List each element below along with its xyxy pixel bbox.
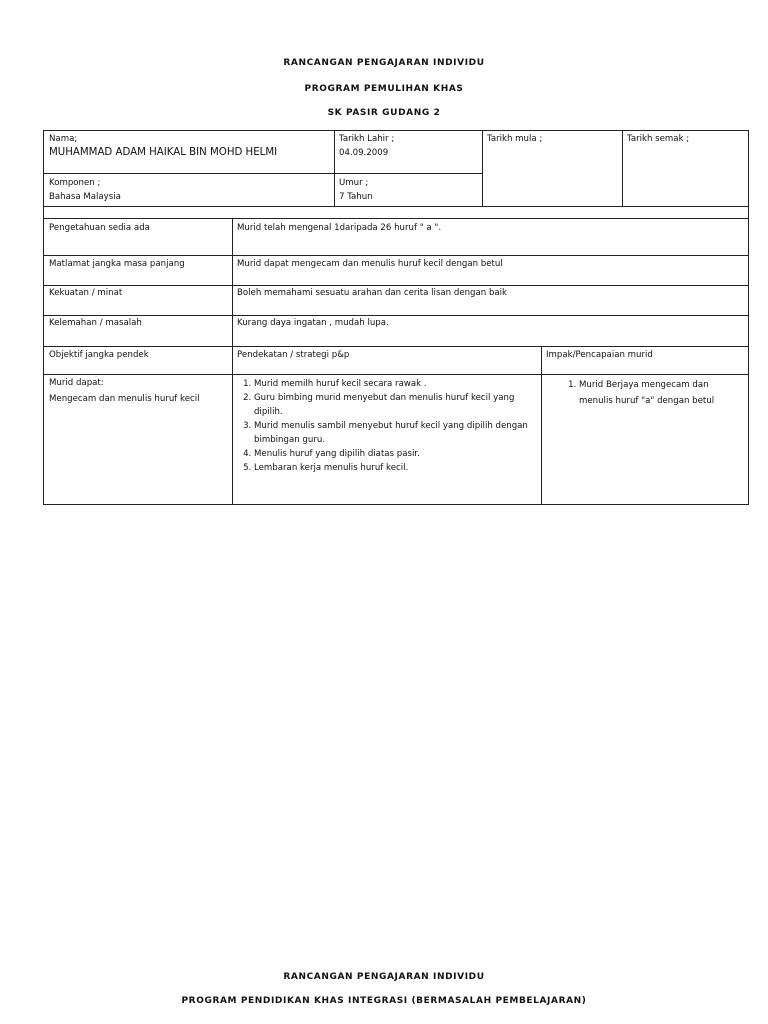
review-date-label: Tarikh semak ; — [627, 134, 690, 144]
strength-label: Kekuatan / minat — [49, 288, 123, 298]
dob-label: Tarikh Lahir ; — [339, 134, 395, 144]
strategy-item: 3. Murid menulis sambil menyebut huruf kecil yang dipilih dengan bimbingan guru. — [254, 419, 537, 447]
dob-value: 04.09.2009 — [339, 148, 389, 158]
name-label: Nama; — [49, 134, 78, 144]
strategy-header: Pendekatan / strategi p&p — [237, 350, 350, 360]
long-term-goal-label: Matlamat jangka masa panjang — [49, 259, 185, 269]
long-term-goal-value: Murid dapat mengecam dan menulis huruf kecil dengan betul — [237, 259, 503, 269]
objective-header: Objektif jangka pendek — [49, 350, 149, 360]
age-label: Umur ; — [339, 178, 369, 188]
impact-list-container — [562, 377, 738, 409]
profile-table — [43, 218, 749, 505]
next-page-program: PROGRAM PENDIDIKAN KHAS INTEGRASI (BERMASALAH PEMBELAJARAN) — [181, 996, 587, 1006]
objective-line-1: Murid dapat: — [49, 378, 104, 388]
name-value: MUHAMMAD ADAM HAIKAL BIN MOHD HELMI — [49, 147, 278, 158]
objective-line-2: Mengecam dan menulis huruf kecil — [49, 394, 200, 404]
weakness-value: Kurang daya ingatan , mudah lupa. — [237, 318, 389, 328]
strategy-list-container — [237, 377, 537, 475]
document-title: RANCANGAN PENGAJARAN INDIVIDU — [283, 58, 485, 68]
age-value: 7 Tahun — [339, 192, 373, 202]
prior-knowledge-value: Murid telah mengenal 1daripada 26 huruf " a ". — [237, 223, 442, 233]
impact-item: 1. Murid Berjaya mengecam dan menulis huruf "a" dengan betul — [579, 377, 738, 409]
program-title: PROGRAM PEMULIHAN KHAS — [304, 84, 464, 94]
start-date-label: Tarikh mula ; — [487, 134, 543, 144]
component-value: Bahasa Malaysia — [49, 192, 121, 202]
strategy-item: 4. Menulis huruf yang dipilih diatas pasir. — [254, 447, 537, 461]
strategy-item: 1. Murid memilh huruf kecil secara rawak . — [254, 377, 537, 391]
weakness-label: Kelemahan / masalah — [49, 318, 142, 328]
student-info-table — [43, 130, 749, 219]
strategy-item: 2. Guru bimbing murid menyebut dan menulis huruf kecil yang dipilih. — [254, 391, 537, 419]
component-label: Komponen ; — [49, 178, 101, 188]
impact-list — [562, 377, 738, 409]
strategy-item: 5. Lembaran kerja menulis huruf kecil. — [254, 461, 537, 475]
school-title: SK PASIR GUDANG 2 — [327, 108, 441, 118]
prior-knowledge-label: Pengetahuan sedia ada — [49, 223, 150, 233]
strength-value: Boleh memahami sesuatu arahan dan cerita lisan dengan baik — [237, 288, 508, 298]
next-page-title: RANCANGAN PENGAJARAN INDIVIDU — [283, 972, 485, 982]
strategy-list — [237, 377, 537, 475]
impact-header: Impak/Pencapaian murid — [546, 350, 653, 360]
